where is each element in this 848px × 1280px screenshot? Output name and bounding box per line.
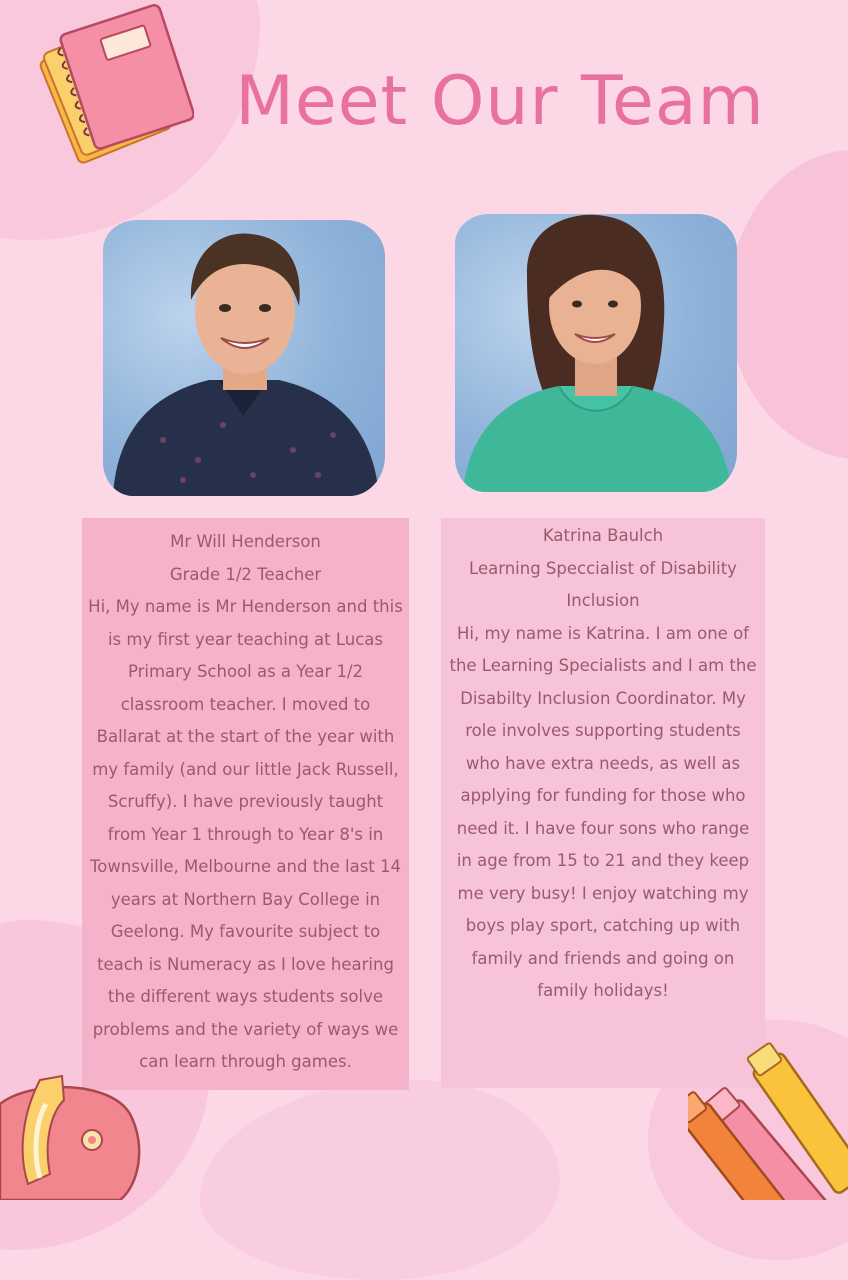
page-title: Meet Our Team: [235, 62, 765, 141]
team-member-role: Learning Speccialist of Disability Inclusion: [469, 558, 737, 610]
team-card-henderson: [82, 518, 409, 1090]
team-photo-henderson: [103, 220, 385, 496]
team-member-name: Katrina Baulch: [542, 526, 664, 545]
background-blob: [728, 150, 848, 460]
notebooks-icon: [14, 0, 194, 180]
team-member-role: Grade 1/2 Teacher: [169, 564, 322, 584]
team-member-name: Mr Will Henderson: [170, 532, 321, 551]
background-blob: [200, 1080, 560, 1280]
portrait-woman: [455, 214, 737, 492]
tape-dispenser-icon: [0, 1074, 150, 1200]
team-member-bio: Hi, my name is Katrina. I am one of the Learning Specialists and I am the Disabilty Inclusion Coordinator. My role involves supporting students who have extra needs, as well as applying for funding for those who need it. I have four sons who range in age from 15 to 21 and they keep me very busy! I enjoy watching my boys play sport, catching up with family and friends and going on family holidays!: [449, 623, 757, 1000]
portrait-man: [103, 220, 385, 496]
team-photo-baulch: [455, 214, 737, 492]
team-card-baulch: [441, 518, 765, 1088]
team-member-bio: Hi, My name is Mr Henderson and this is my first year teaching at Lucas Primary School as a Year 1/2 classroom teacher. I moved to Ballarat at the start of the year with my family (and our little Jack Russell, Scruffy). I have previously taught from Year 1 through to Year 8's in Townsville, Melbourne and the last 14 years at Northern Bay College in Geelong. My favourite subject to teach is Numeracy as I love hearing the different ways students solve problems and the variety of ways we can learn through games.: [88, 597, 403, 1071]
highlighters-icon: [688, 1028, 848, 1200]
